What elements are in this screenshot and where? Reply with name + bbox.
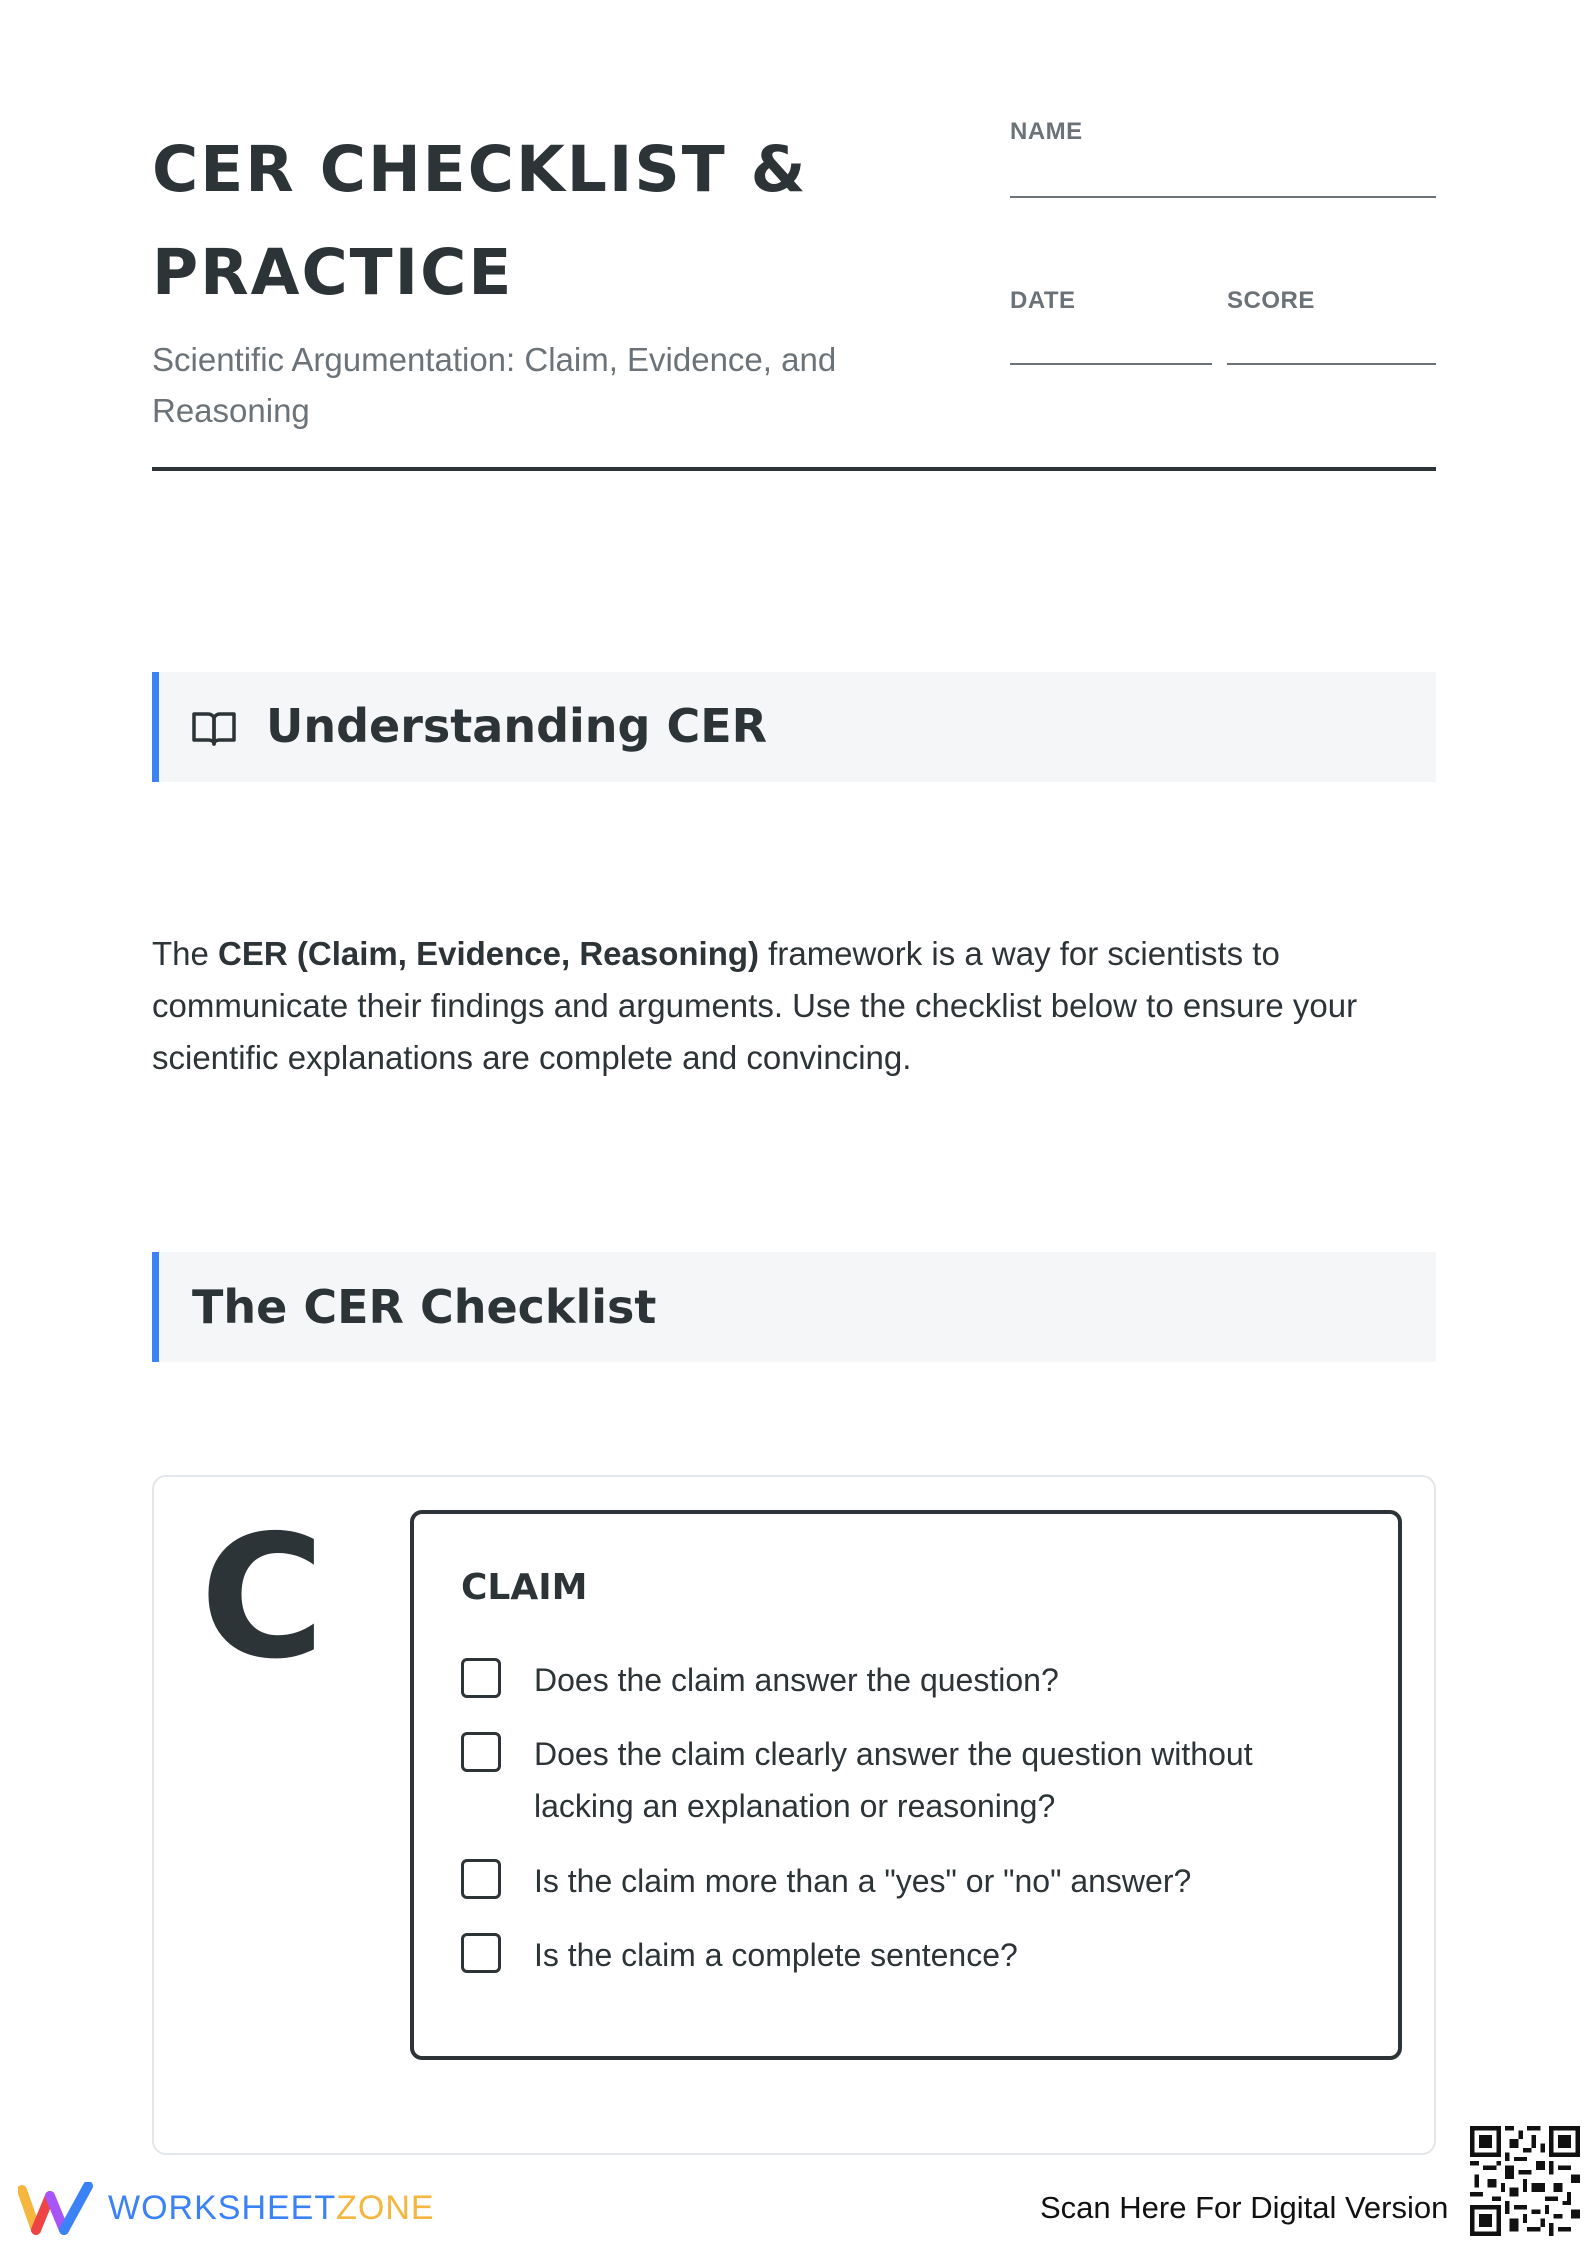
checklist-item-text: Is the claim more than a "yes" or "no" answer? bbox=[534, 1863, 1192, 1899]
logo-text bbox=[108, 2188, 435, 2228]
score-field[interactable] bbox=[1227, 363, 1436, 365]
checkbox[interactable] bbox=[461, 1658, 501, 1698]
intro-bold-term: CER (Claim, Evidence, Reasoning) bbox=[218, 935, 760, 972]
checklist-item-text: Does the claim clearly answer the question without lacking an explanation or reasoning? bbox=[534, 1736, 1253, 1824]
date-field[interactable] bbox=[1010, 363, 1212, 365]
page-title bbox=[152, 118, 932, 324]
page-subtitle bbox=[152, 334, 952, 436]
checklist-item-text: Is the claim a complete sentence? bbox=[534, 1937, 1018, 1973]
checkbox[interactable] bbox=[461, 1859, 501, 1899]
w-logo-icon bbox=[18, 2182, 94, 2236]
name-field[interactable] bbox=[1010, 196, 1436, 198]
qr-code-icon[interactable] bbox=[1470, 2126, 1580, 2236]
header-divider bbox=[152, 467, 1436, 471]
understanding-heading: Understanding CER bbox=[266, 699, 768, 753]
score-label: SCORE bbox=[1227, 287, 1315, 314]
name-label: NAME bbox=[1010, 118, 1083, 145]
logo-text-zone: ZONE bbox=[336, 2189, 435, 2227]
subtitle-line-2: Reasoning bbox=[152, 392, 310, 429]
intro-prefix: The bbox=[152, 935, 219, 972]
checkbox[interactable] bbox=[461, 1933, 501, 1973]
checkbox[interactable] bbox=[461, 1732, 501, 1772]
title-line-2: PRACTICE bbox=[152, 236, 514, 309]
intro-suffix: framework is a way for scientists to communicate their findings and arguments. Use the checklist below to ensure your scientific explanations are complete and convincing. bbox=[152, 935, 1358, 1076]
subtitle-line-1: Scientific Argumentation: Claim, Evidence, and bbox=[152, 341, 837, 378]
title-line-1: CER CHECKLIST & bbox=[152, 133, 808, 206]
claim-letter: C bbox=[200, 1499, 325, 1697]
checklist-heading: The CER Checklist bbox=[192, 1280, 657, 1334]
worksheetzone-logo[interactable] bbox=[18, 2178, 435, 2238]
claim-title: CLAIM bbox=[461, 1567, 588, 1608]
logo-text-worksheet: WORKSHEET bbox=[108, 2189, 337, 2227]
checklist-item-text: Does the claim answer the question? bbox=[534, 1662, 1059, 1698]
scan-instruction: Scan Here For Digital Version bbox=[1040, 2190, 1449, 2225]
intro-paragraph bbox=[152, 928, 1442, 1084]
date-label: DATE bbox=[1010, 287, 1076, 314]
open-book-icon bbox=[190, 708, 238, 748]
